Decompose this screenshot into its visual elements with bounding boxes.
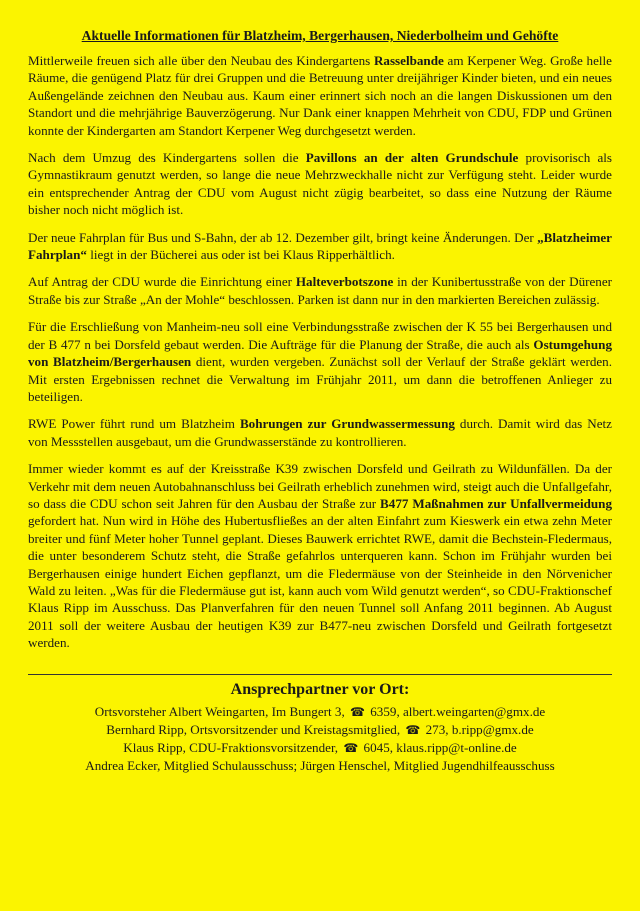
news-paragraph-1 [28,52,612,139]
phone-icon: ☎ [343,740,359,755]
paragraph-text: provisorisch als Gymnastikraum genutzt werden, so lange die neue Mehrzweckhalle nicht zur Verfügung steht. Leider wurde ein entsprechender Antrag der CDU vom August nicht zügig bearbeitet, so dass eine Nutzung der Räume bisher noch nicht möglich ist. [28,150,612,218]
paragraph-text: Immer wieder kommt es auf der Kreisstraße K39 zwischen Dorsfeld und Geilrath zu Wildunfällen. Da der Verkehr mit dem neuen Autobahnanschluss bei Geilrath erheblich zunehmen wird, steigt auch die Unfallgefahr, so dass die CDU schon seit Jahren für den Ausbau der Straße zur [28,461,612,511]
news-body [28,52,612,652]
paragraph-text: Nach dem Umzug des Kindergartens sollen die [28,150,306,166]
highlight-text: Ostumgehung von Blatzheim/Bergerhausen [28,336,612,370]
contacts-title: Ansprechpartner vor Ort: [230,680,410,698]
paragraph-text: in der Kunibertusstraße von der Dürener Straße bis zur Straße „An der Mohle“ beschlossen. Parken ist dann nur in den markierten Bereichen zulässig. [28,274,613,307]
phone-icon: ☎ [350,704,365,719]
paragraph-text: dient, wurden vergeben. Zunächst soll der Verlauf der Straße geklärt werden. Mit ersten Ergebnissen rechnet die Verwaltung im Frühjahr 2011, um dann die betroffenen Anlieger zu beteiligen. [28,354,613,404]
news-paragraph-2 [28,149,612,219]
news-paragraph-4 [28,273,612,308]
contact-line: Bernhard Ripp, Ortsvorsitzender und Kreistagsmitglied, ☎ 273, b.ripp@gmx.de [106,721,534,737]
paragraph-text: Mittlerweile freuen sich alle über den Neubau des Kindergartens [28,53,374,68]
paragraph-text: durch. Damit wird das Netz von Messstellen ausgebaut, um die Grundwasserstände zu kontrollieren. [28,416,612,449]
phone-number: 273 [422,721,446,737]
headline: Aktuelle Informationen für Blatzheim, Bergerhausen, Niederbolheim und Gehöfte [81,28,559,43]
news-paragraph-3 [28,229,612,264]
paragraph-text: Der neue Fahrplan für Bus und S-Bahn, der ab 12. Dezember gilt, bringt keine Änderungen. Der [28,229,538,245]
email-link[interactable]: klaus.ripp@t-online.de [396,739,517,755]
paragraph-text: Auf Antrag der CDU wurde die Einrichtung einer [28,274,296,290]
divider [28,674,612,675]
contacts-section [28,681,612,775]
highlight-text: Rasselbande [373,53,444,68]
paragraph-text: gefordert hat. Nun wird in Höhe des Hubertusfließes an der alten Einfahrt zum Kieswerk ein etwa zehn Meter breiter und fünf Meter hoher Tunnel geplant. Dieses Bauwerk errichtet RWE, damit die Bechstein-Fledermaus, die unter besonderem Schutz steht, die Straße gefahrlos unterqueren kann. Schon im Frühjahr wurden bei Bergerhausen einige hundert Eichen gepflanzt, um die Fledermäuse von der Steinheide in den Nörvenicher Wald zu leiten. „Was für die Fledermäuse gut ist, kann auch vom Wild genutzt werden“, so CDU-Fraktionschef Klaus Ripp im Ausschuss. Das Planverfahren für den neuen Tunnel soll Anfang 2011 beginnen. Ab August 2011 soll der weitere Ausbau der heutigen K39 zur B477-neu zwischen Dorsfeld und Geilrath fortgesetzt werden. [28,513,612,651]
paragraph-text: liegt in der Bücherei aus oder ist bei Klaus Ripperhältlich. [86,247,395,263]
contact-text: Andrea Ecker, Mitglied Schulausschuss; Jürgen Henschel, Mitglied Jugendhilfeausschuss [85,757,555,773]
highlight-text: Bohrungen zur Grundwassermessung [239,416,455,432]
highlight-text: B477 Maßnahmen zur Unfallvermeidung [380,495,612,511]
email-link[interactable]: albert.weingarten@gmx.de [403,703,546,719]
contact-line: Ortsvorsteher Albert Weingarten, Im Bungert 3, ☎ 6359, albert.weingarten@gmx.de [94,703,546,719]
paragraph-text: am Kerpener Weg. Große helle Räume, die genügend Platz für drei Gruppen und die Betreuung unter dreijähriger Kinder bieten, und ein neues Außengelände zeichnen den Neubau aus. Kaum einer erinnert sich noch an die langen Diskussionen um den Standort und die mehrjährige Bauverzögerung. Nur Dank einer knappen Mehrheit von CDU, FDP und Grünen konnte der Kindergarten am Standort Kerpener Weg durchgesetzt werden. [28,53,612,138]
news-paragraph-5 [28,318,612,405]
email-link[interactable]: b.ripp@gmx.de [451,721,534,737]
highlight-text: „Blatzheimer Fahrplan“ [28,229,612,263]
paragraph-text: Für die Erschließung von Manheim-neu soll eine Verbindungsstraße zwischen der K 55 bei Bergerhausen und der B 477 n bei Dorsfeld gebaut werden. Die Aufträge für die Planung der Straße, die auch als [28,319,612,352]
contact-text: Bernhard Ripp, Ortsvorsitzender und Kreistagsmitglied, [106,721,404,737]
contact-line: Klaus Ripp, CDU-Fraktionsvorsitzender, ☎ 6045, klaus.ripp@t-online.de [123,739,517,755]
phone-icon: ☎ [405,722,421,737]
news-paragraph-7 [28,460,612,651]
contact-line [28,757,612,775]
news-paragraph-6 [28,415,612,450]
paragraph-text: RWE Power führt rund um Blatzheim [28,416,240,432]
phone-number: 6359 [366,703,397,719]
contact-list [28,703,612,775]
highlight-text: Pavillons an der alten Grundschule [305,150,519,166]
phone-number: 6045 [360,739,390,755]
contact-text: Ortsvorsteher Albert Weingarten, Im Bungert 3, [94,703,349,719]
highlight-text: Halteverbotszone [295,274,394,290]
contact-text: Klaus Ripp, CDU-Fraktionsvorsitzender, [123,739,342,755]
